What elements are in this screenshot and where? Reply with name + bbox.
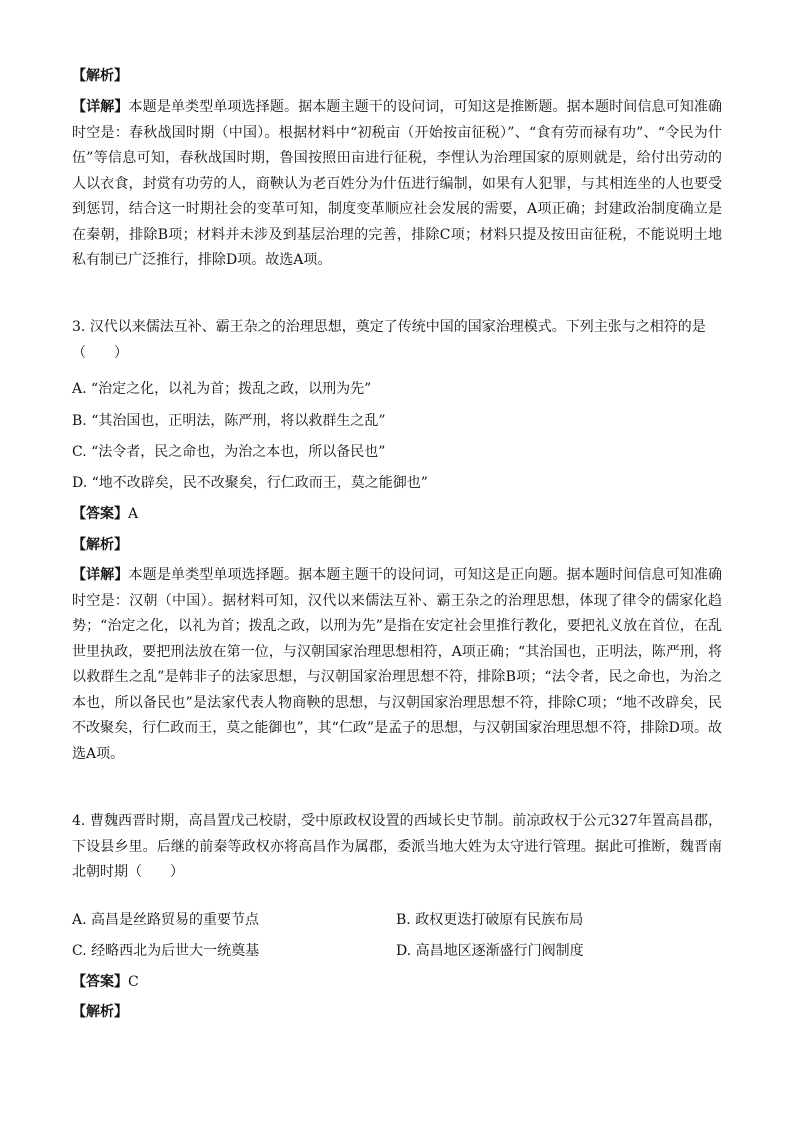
answer-value: A [128, 506, 139, 522]
question-3-option-c: C. “法令者，民之命也，为治之本也，所以备民也” [72, 444, 386, 460]
question-4-option-d: D. 高昌地区逐渐盛行门阀制度 [396, 943, 584, 959]
detail-paragraph-q2 [72, 95, 722, 274]
question-4-option-b: B. 政权更迭打破原有民族布局 [396, 912, 584, 928]
question-3-stem-text: 3. 汉代以来儒法互补、霸王杂之的治理思想，奠定了传统中国的国家治理模式。下列主张与之相符的是 [72, 319, 706, 335]
question-4-answer [72, 973, 139, 992]
question-4-options-row-1 [72, 911, 720, 930]
detail-text: 本题是单类型单项选择题。据本题主题干的设问词，可知这是推断题。据本题时间信息可知准确时空是：春秋战国时期（中国）。根据材料中“初税亩（开始按亩征税）”、“食有劳而禄有功”、“令民为什伍”等信息可知，春秋战国时期，鲁国按照田亩进行征税，李悝认为治理国家的原则就是，给付出劳动的人以衣食，封赏有功劳的人，商鞅认为老百姓分为什伍进行编制，如果有人犯罪，与其相连坐的人也要受到惩罚，结合这一时期社会的变革可知，制度变革顺应社会发展的需要，A项正确；封建政治制度确立是在秦朝，排除B项；材料并未涉及到基层治理的完善，排除C项；材料只提及按田亩征税，不能说明土地私有制已广泛推行，排除D项。故选A项。 [72, 99, 723, 268]
question-4-stem: 4. 曹魏西晋时期，高昌置戊己校尉，受中原政权设置的西域长史节制。前凉政权于公元327年置高昌郡，下设县乡里。后继的前秦等政权亦将高昌作为属郡，委派当地大姓为太守进行管理。据此可推断，魏晋南北朝时期（ ） [72, 813, 722, 880]
question-3-option-a: A. “治定之化，以礼为首；拨乱之政，以刑为先” [72, 381, 372, 397]
question-3-option-d: D. “地不改辟矣，民不改聚矣，行仁政而王，莫之能御也” [72, 475, 428, 491]
answer-tag: 【答案】 [72, 506, 128, 522]
question-4-analysis-heading: 【解析】 [72, 1004, 128, 1020]
question-4-option-c: C. 经略西北为后世大一统奠基 [72, 943, 260, 959]
analysis-heading: 【解析】 [72, 68, 128, 84]
answer-tag: 【答案】 [72, 974, 128, 990]
detail-tag: 【详解】 [72, 567, 129, 583]
detail-tag: 【详解】 [72, 99, 129, 115]
question-3-answer [72, 505, 138, 524]
question-3-detail-paragraph [72, 563, 722, 767]
answer-value: C [128, 974, 139, 990]
question-3-option-b: B. “其治国也，正明法，陈严刑，将以救群生之乱” [72, 413, 386, 429]
detail-text: 本题是单类型单项选择题。据本题主题干的设问词，可知这是正向题。据本题时间信息可知准确时空是：汉朝（中国）。据材料可知，汉代以来儒法互补、霸王杂之的治理思想，体现了律令的儒家化趋势；“治定之化，以礼为首；拨乱之政，以刑为先”是指在安定社会里推行教化，要把礼义放在首位，在乱世里执政，要把刑法放在第一位，与汉朝国家治理思想相符，A项正确；“其治国也，正明法，陈严刑，将以救群生之乱”是韩非子的法家思想，与汉朝国家治理思想不符，排除B项；“法令者，民之命也，为治之本也，所以备民也”是法家代表人物商鞅的思想，与汉朝国家治理思想不符，排除C项；“地不改辟矣，民不改聚矣，行仁政而王，莫之能御也”，其“仁政”是孟子的思想，与汉朝国家治理思想不符，排除D项。故选A项。 [72, 567, 723, 762]
question-3-stem [72, 315, 722, 366]
question-3-blank: （ ） [72, 344, 128, 361]
question-3-analysis-heading: 【解析】 [72, 537, 128, 553]
question-4-option-a: A. 高昌是丝路贸易的重要节点 [72, 912, 260, 928]
question-4-options-row-2 [72, 942, 720, 961]
